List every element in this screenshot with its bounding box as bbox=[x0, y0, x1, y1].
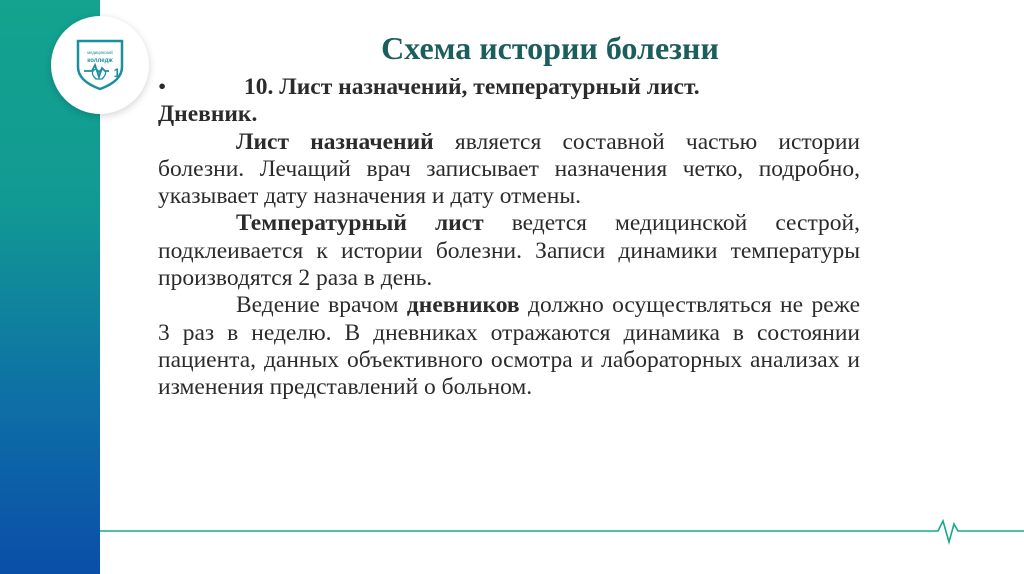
logo-text-main: колледж bbox=[87, 58, 113, 64]
logo-text-top: медицинский bbox=[87, 50, 113, 55]
paragraph-1-text: является составной частью истории болезни. Лечащий врач записывает назначения четко, подробно, указывает дату назначения и дату отмены. bbox=[158, 128, 860, 210]
paragraph-3-start: Ведение врачом bbox=[236, 292, 407, 319]
heading-part2: Дневник. bbox=[158, 101, 258, 128]
paragraph-2-text: ведется медицинской сестрой, подклеивается к истории болезни. Записи динамики температуры производятся 2 раза в день. bbox=[158, 210, 860, 292]
paragraph-3-text: должно осуществляться не реже 3 раз в неделю. В дневниках отражаются динамика в состоянии пациента, данных объективного осмотра и лабораторных анализах и изменения представлений о больном. bbox=[158, 292, 860, 401]
bullet-marker: • bbox=[158, 74, 167, 100]
paragraph-1-bold: Лист назначений bbox=[236, 128, 434, 155]
bottom-pulse-line bbox=[100, 0, 1024, 574]
heading-part1: 10. Лист назначений, температурный лист. bbox=[244, 74, 700, 100]
logo-number: 1 bbox=[113, 66, 121, 80]
slide-title: Схема истории болезни bbox=[381, 30, 719, 66]
paragraph-2-bold: Температурный лист bbox=[236, 210, 484, 237]
paragraph-3-bold: дневников bbox=[406, 292, 520, 319]
